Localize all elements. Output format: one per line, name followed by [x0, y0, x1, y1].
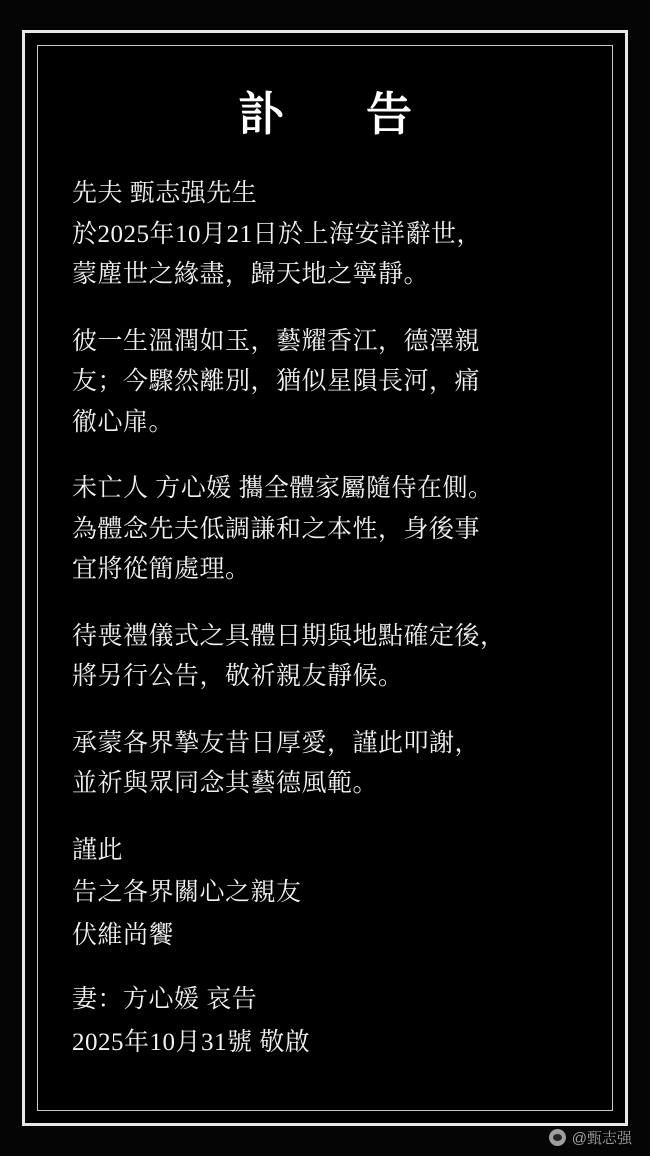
paragraph-3-line-2: 為體念先夫低調謙和之本性，身後事: [72, 515, 481, 543]
paragraph-1-line-2: 於2025年10月21日於上海安詳辭世，: [72, 220, 483, 248]
paragraph-3-line-3: 宜將從簡處理。: [72, 556, 251, 583]
page-title: 訃 告: [238, 89, 430, 140]
paragraph-2-line-1: 彼一生溫潤如玉，藝耀香江，德澤親: [72, 327, 481, 355]
closing-date: 2025年10月31號 敬啟: [72, 1028, 311, 1056]
paragraph-1: [72, 174, 578, 296]
paragraph-2-line-2: 友；今驟然離別，猶似星隕長河，痛: [72, 368, 481, 395]
paragraph-4: [72, 617, 578, 698]
paragraph-1-line-1: 先夫 甄志强先生: [72, 180, 258, 207]
weibo-logo-icon: [549, 1129, 566, 1146]
paragraph-2: [72, 322, 578, 444]
paragraph-4-line-1: 待喪禮儀式之具體日期與地點確定後，: [72, 622, 506, 650]
paragraph-5-line-2: 並祈與眾同念其藝德風範。: [72, 770, 379, 797]
paragraph-1-line-3: 蒙塵世之緣盡，歸天地之寧靜。: [72, 261, 430, 288]
paragraph-3: [72, 469, 578, 591]
sign-line-1: 謹此: [72, 836, 124, 864]
sign-line-2: 告之各界關心之親友: [72, 879, 302, 906]
sign-line-3: 伏維尚饗: [72, 921, 175, 949]
sign-block: [72, 831, 578, 957]
paragraph-4-line-2: 將另行公告，敬祈親友靜候。: [72, 663, 404, 690]
closing-block: [72, 980, 578, 1063]
obituary-card: [22, 30, 628, 1126]
closing-signature: 妻：方心媛 哀告: [72, 986, 258, 1013]
paragraph-5-line-1: 承蒙各界摯友昔日厚愛，謹此叩謝，: [72, 729, 481, 757]
paragraph-2-line-3: 徹心扉。: [72, 408, 175, 436]
obituary-inner-frame: [37, 45, 613, 1111]
watermark-handle: @甄志强: [571, 1130, 632, 1147]
watermark: [549, 1127, 632, 1148]
paragraph-5: [72, 724, 578, 805]
paragraph-3-line-1: 未亡人 方心媛 攜全體家屬隨侍在側。: [72, 475, 494, 502]
